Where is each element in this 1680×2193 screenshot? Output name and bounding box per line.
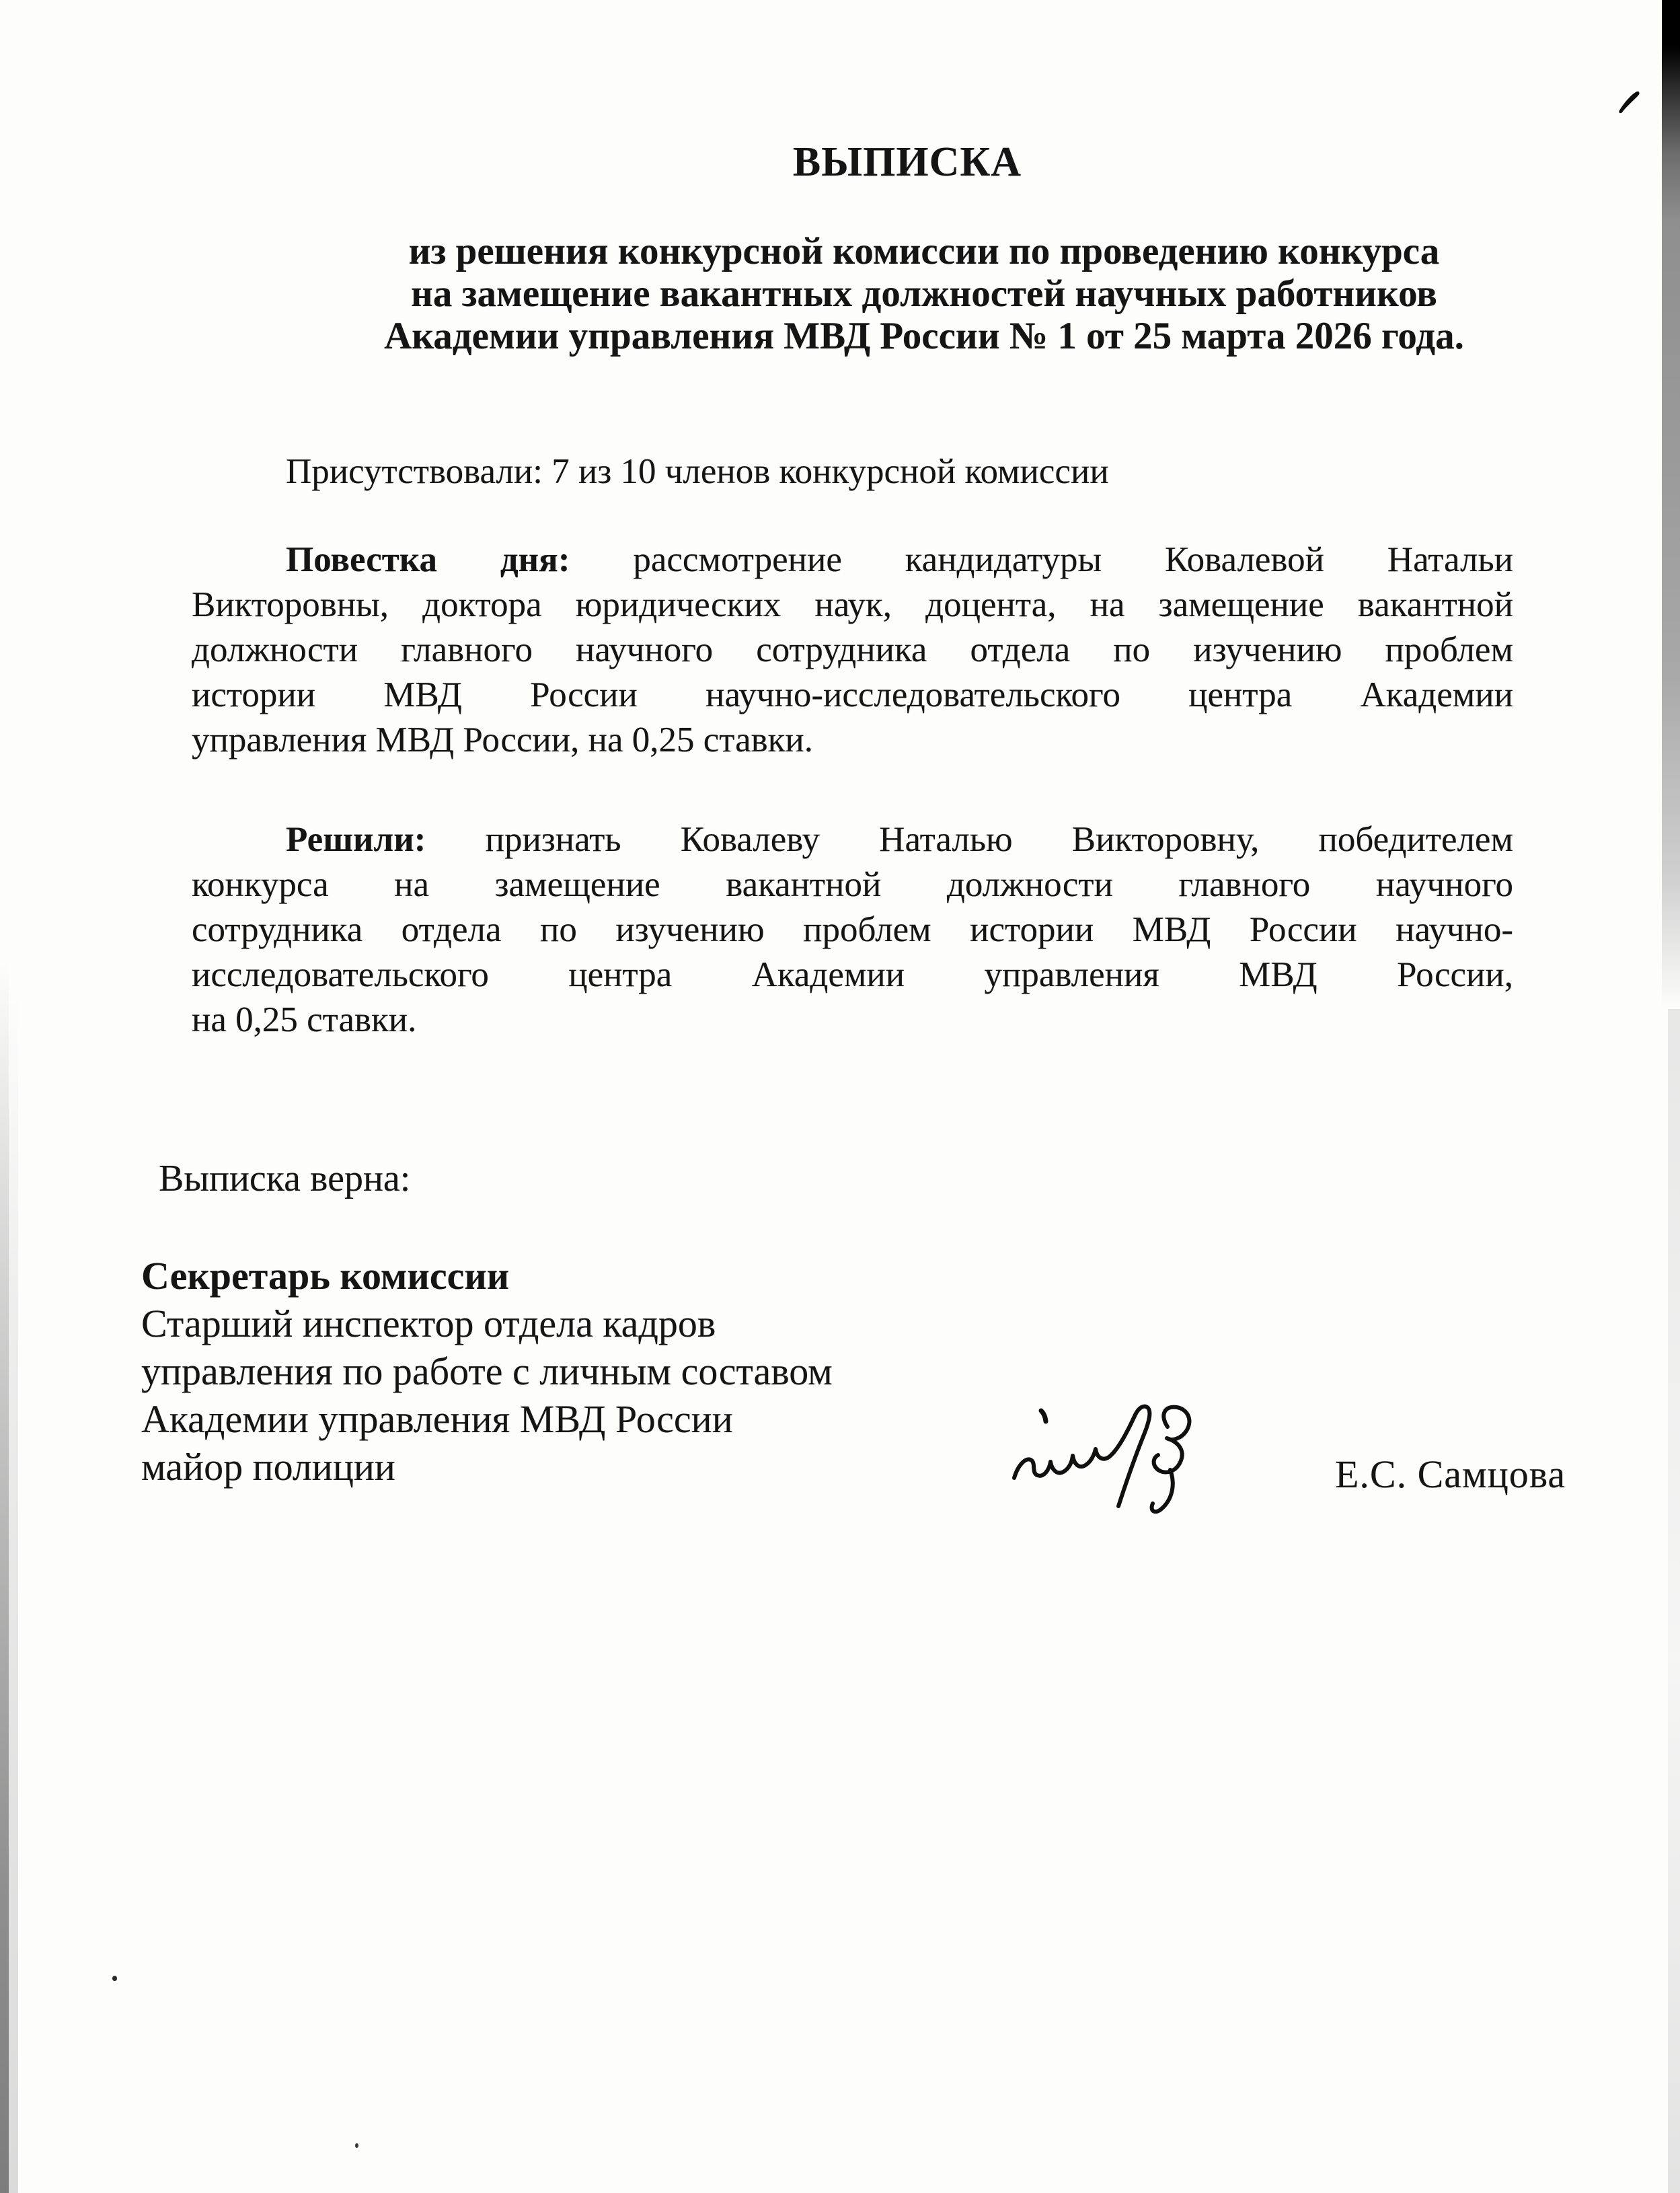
resolution-line-4: исследовательского центра Академии управления МВД России,: [192, 955, 1513, 994]
document-subtitle: [168, 230, 1680, 357]
handwritten-signature-icon: [1009, 1403, 1211, 1524]
resolution-line-1: [192, 817, 1513, 862]
subtitle-line-2: на замещение вакантных должностей научных работников: [411, 272, 1437, 315]
resolution-label: Решили:: [286, 820, 426, 859]
dust-speck: [355, 2143, 358, 2148]
agenda-line-2: Викторовны, доктора юридических наук, доцента, на замещение вакантной: [192, 585, 1513, 624]
agenda-line-1: [192, 537, 1513, 583]
agenda-line-5: управления МВД России, на 0,25 ставки.: [192, 720, 814, 759]
resolution-line-3: сотрудника отдела по изучению проблем истории МВД России научно-: [192, 910, 1513, 949]
subtitle-line-3: Академии управления МВД России № 1 от 25 марта 2026 года.: [384, 315, 1464, 357]
scan-edge-left-dark: [0, 962, 9, 2193]
agenda-label: Повестка дня:: [286, 540, 570, 579]
scan-edge-right-bottom: [1668, 1009, 1680, 2193]
agenda-paragraph: [192, 537, 1513, 763]
ink-mark-icon: [1617, 89, 1641, 116]
scan-edge-left-light: [9, 996, 18, 2193]
agenda-line-1-text: рассмотрение кандидатуры Ковалевой Натальи: [633, 540, 1513, 579]
attendance-line: Присутствовали: 7 из 10 членов конкурсной комиссии: [286, 452, 1109, 491]
signer-position-line-3: Академии управления МВД России: [141, 1397, 733, 1441]
document-title: ВЫПИСКА: [792, 139, 1022, 185]
resolution-line-5: на 0,25 ставки.: [192, 1000, 417, 1039]
signer-position-line-4: майор полиции: [141, 1445, 395, 1489]
signer-name: Е.С. Самцова: [1335, 1452, 1566, 1496]
signer-position-line-2: управления по работе с личным составом: [141, 1349, 833, 1393]
signer-role: Секретарь комиссии: [141, 1254, 510, 1298]
signer-block: [141, 1252, 833, 1491]
dust-speck: [112, 1976, 117, 1981]
resolution-line-1-text: признать Ковалеву Наталью Викторовну, победителем: [485, 820, 1513, 859]
subtitle-line-1: из решения конкурсной комиссии по проведению конкурса: [408, 230, 1440, 272]
certification-line: Выписка верна:: [159, 1158, 411, 1199]
resolution-paragraph: [192, 817, 1513, 1043]
scan-edge-right-top: [1662, 0, 1680, 1009]
resolution-line-2: конкурса на замещение вакантной должности главного научного: [192, 865, 1513, 904]
signer-position-line-1: Старший инспектор отдела кадров: [141, 1302, 716, 1345]
agenda-line-4: истории МВД России научно-исследовательского центра Академии: [192, 675, 1513, 714]
agenda-line-3: должности главного научного сотрудника отдела по изучению проблем: [192, 630, 1513, 669]
